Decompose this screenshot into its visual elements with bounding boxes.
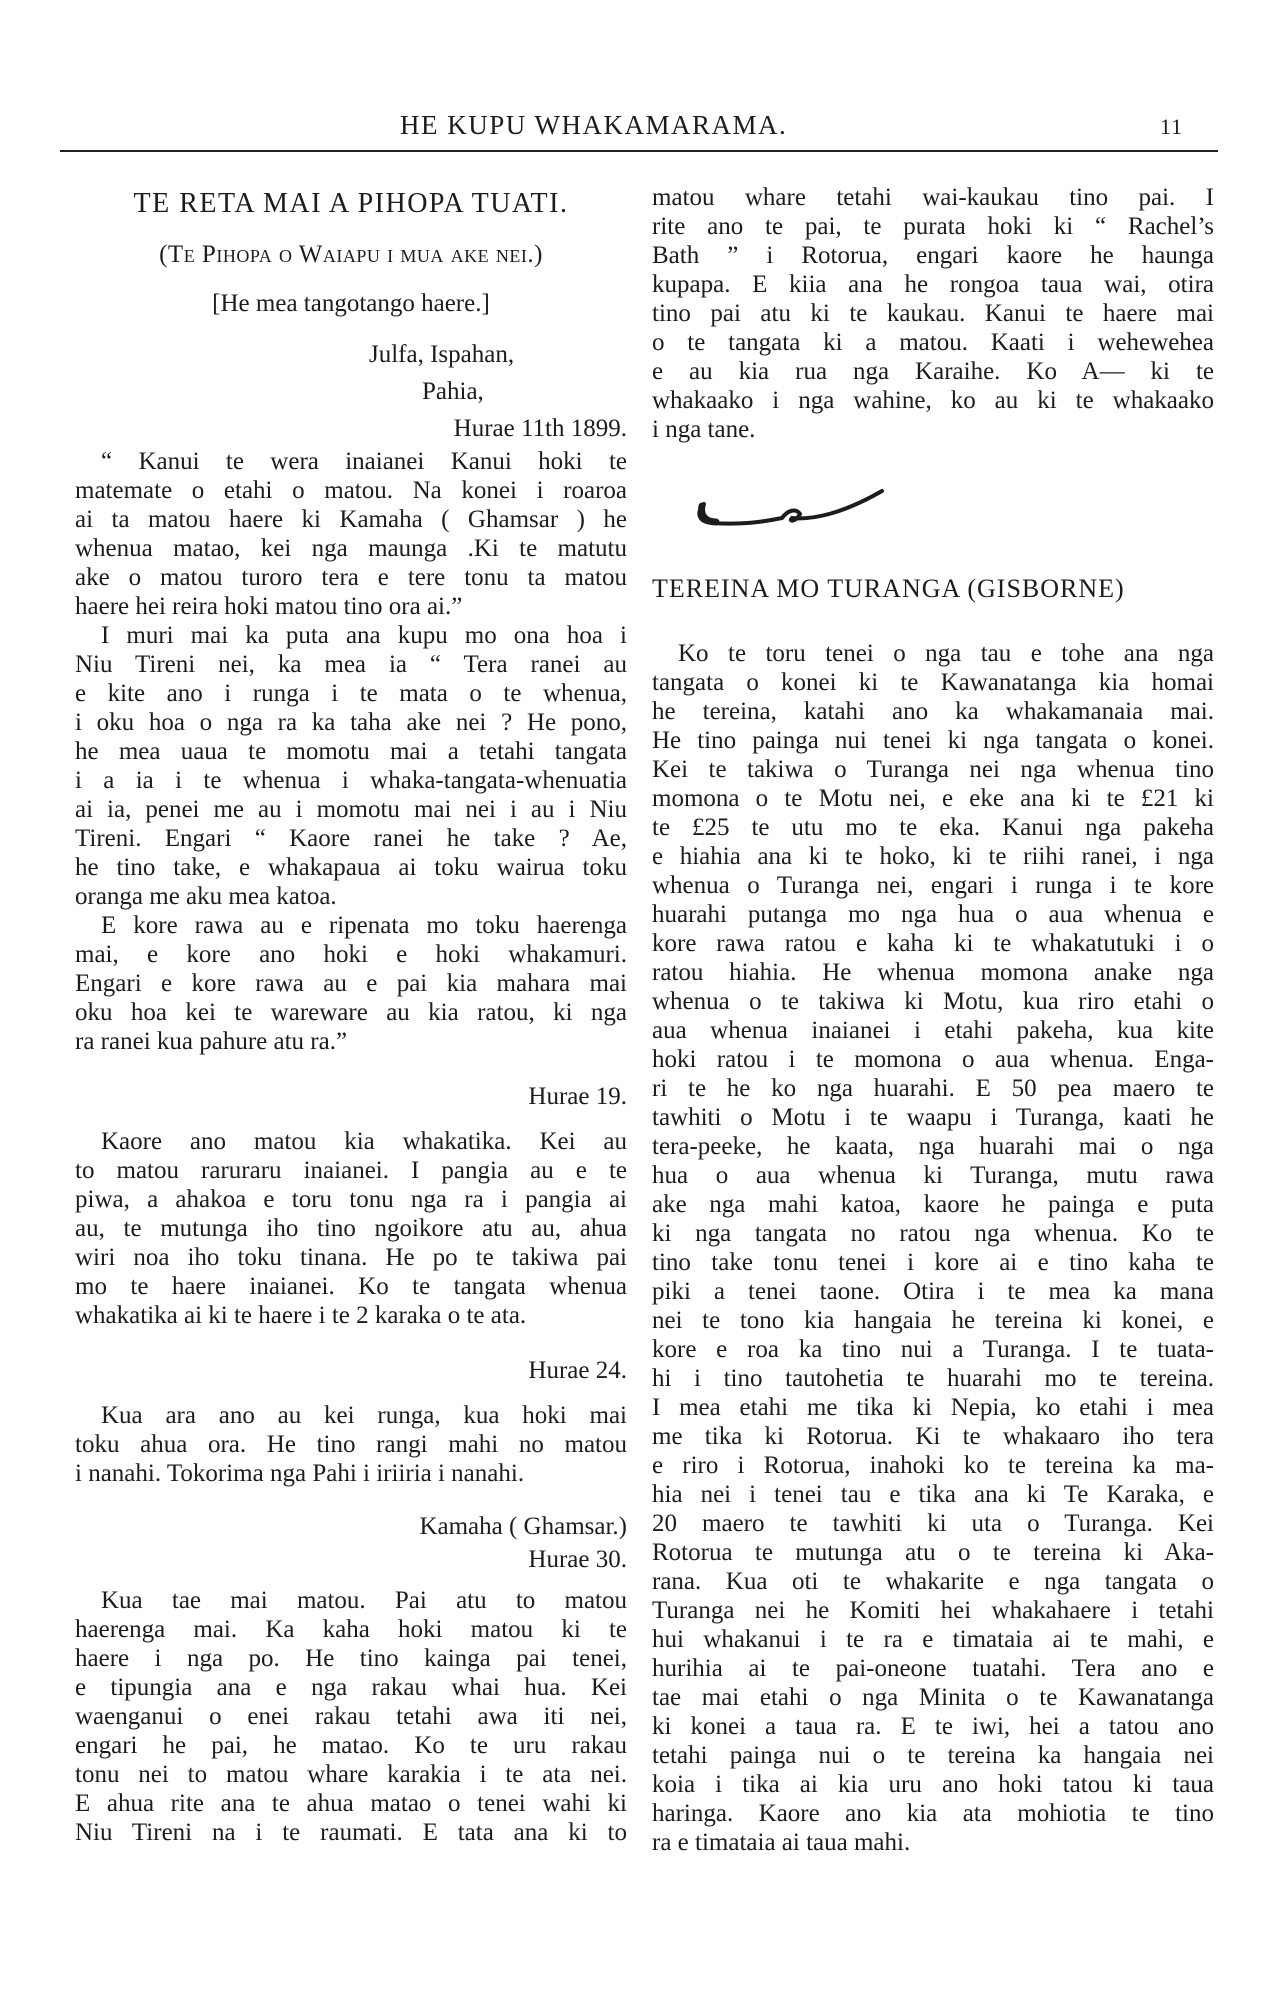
text-line: kupapa. E kiia ana he rongoa taua wai, otira [652,271,1214,298]
text-line: momona o te Motu nei, e eke ana ki te £21 ki [652,785,1214,812]
diary-date: Hurae 30. [528,1546,627,1573]
text-line: Tireni. Engari “ Kaore ranei he take ? Ae, [75,825,627,852]
diary-date: Hurae 19. [528,1083,627,1110]
text-line: mai, e kore ano hoki e hoki whakamuri. [75,941,627,968]
text-line: ra e timataia ai taua mahi. [652,1829,911,1856]
text-line: tonu nei to matou whare karakia i te ata nei. [75,1761,627,1788]
page-number: 11 [1160,114,1184,139]
text-line: hi i tino tautohetia te huarahi mo te tereina. [652,1365,1214,1392]
dateline-place: Pahia, [422,378,484,405]
text-line: Kua ara ano au kei runga, kua hoki mai [101,1402,627,1429]
text-line: hia nei i tenei tau e tika ana ki Te Karaka, e [652,1481,1214,1508]
text-line: hua o aua whenua ki Turanga, mutu rawa [652,1162,1214,1189]
text-line: Niu Tireni nei, ka mea ia “ Tera ranei au [75,651,627,678]
text-line: to matou raruraru inaianei. I pangia au e te [75,1157,627,1184]
left-column [75,183,627,1847]
text-line: Ko te toru tenei o nga tau e tohe ana nga [678,640,1214,667]
text-line: o te tangata ki a matou. Kaati i wehewehea [652,329,1214,356]
dateline-date: Hurae 11th 1899. [453,415,627,442]
dateline-place: Julfa, Ispahan, [369,341,515,368]
text-line: ri te he ko nga huarahi. E 50 pea maero te [652,1075,1214,1102]
text-line: wiri noa iho toku tinana. He po te takiwa pai [75,1244,627,1271]
text-line: e kite ano i runga i te mata o te whenua, [75,680,627,707]
text-line: tangata o konei ki te Kawanatanga kia homai [652,669,1214,696]
text-line: toku ahua ora. He tino rangi mahi no matou [75,1431,627,1458]
text-line: whakatika ai ki te haere i te 2 karaka o te ata. [75,1302,527,1329]
text-line: ake o matou turoro tera e tere tonu ta matou [75,564,627,591]
text-line: kore e roa ka tino nui a Turanga. I te tuata- [652,1336,1214,1363]
text-line: tino pai atu ki te kaukau. Kanui te haere mai [652,300,1214,327]
text-line: E kore rawa au e ripenata mo toku haerenga [101,912,627,939]
text-line: haere hei reira hoki matou tino ora ai.” [75,593,463,620]
paragraph [75,1401,627,1488]
text-line: haerenga mai. Ka kaha hoki matou ki te [75,1616,627,1643]
letter-section [75,1401,627,1488]
text-line: e au kia rua nga Karaihe. Ko A— ki te [652,358,1214,385]
running-head: HE KUPU WHAKAMARAMA. [400,110,788,140]
text-line: e riro i Rotorua, inahoki ko te tereina ka ma- [652,1452,1214,1479]
text-line: i a ia i te whenua i whaka-tangata-whenuatia [75,767,627,794]
text-line: e tipungia ana e nga rakau whai hua. Kei [75,1674,627,1701]
ornament-divider [652,466,1214,556]
text-line: piwa, a ahakoa e toru tonu nga ra i pangia ai [75,1186,627,1213]
letter-section [75,1586,627,1847]
text-line: aua whenua inaianei i etahi pakeha, kua kite [652,1017,1214,1044]
text-line: “ Kanui te wera inaianei Kanui hoki te [101,448,627,475]
text-line: haringa. Kaore ano kia ata mohiotia te tino [652,1800,1214,1827]
paragraph [652,639,1214,1857]
text-line: mo te haere inaianei. Ko te tangata whenua [75,1273,627,1300]
text-line: ai ta matou haere ki Kamaha ( Ghamsar ) he [75,506,627,533]
text-line: Kaore ano matou kia whakatika. Kei au [101,1128,627,1155]
text-line: rana. Kua oti te whakarite e nga tangata o [652,1568,1214,1595]
paragraph [652,183,1214,444]
text-line: Rotorua te mutunga atu o te tereina ki Aka- [652,1539,1214,1566]
text-line: oranga me aku mea katoa. [75,883,337,910]
text-line: nei te tono kia hangaia he tereina ki konei, e [652,1307,1214,1334]
text-line: Kei te takiwa o Turanga nei nga whenua tino [652,756,1214,783]
swash-ornament-icon [692,486,892,536]
text-line: ki nga tangata no ratou nga whenua. Ko te [652,1220,1214,1247]
text-line: ki konei a taua ra. E te iwi, hei a tatou ano [652,1713,1214,1740]
text-line: tae mai etahi o nga Minita o te Kawanatanga [652,1684,1214,1711]
text-line: whenua matao, kei nga maunga .Ki te matutu [75,535,627,562]
text-line: i nanahi. Tokorima nga Pahi i iriiria i nanahi. [75,1460,525,1487]
text-line: huarahi putanga mo nga hua o aua whenua e [652,901,1214,928]
paragraph [75,911,627,1056]
diary-date: Hurae 24. [528,1357,627,1384]
text-line: hurihia ai te pai-oneone tuatahi. Tera ano e [652,1655,1214,1682]
text-line: Bath ” i Rotorua, engari kaore he haunga [652,242,1214,269]
text-line: te £25 te utu mo te eka. Kanui nga pakeha [652,814,1214,841]
text-line: tera-peeke, he kaata, nga huarahi mai o nga [652,1133,1214,1160]
diary-place: Kamaha ( Ghamsar.) [419,1513,627,1540]
text-line: 20 maero te tawhiti ki uta o Turanga. Kei [652,1510,1214,1537]
text-line: koia i tika ai kia uru ano hoki tatou ki taua [652,1771,1214,1798]
text-line: ake nga mahi katoa, kaore he painga e puta [652,1191,1214,1218]
text-line: e hiahia ana ki te hoko, ki te riihi ranei, i nga [652,843,1214,870]
text-line: he tereina, katahi ano ka whakamanaia mai. [652,698,1214,725]
paragraph [75,621,627,911]
text-line: waenganui o enei rakau tetahi awa iti nei, [75,1703,627,1730]
text-line: E ahua rite ana te ahua matao o tenei wahi ki [75,1790,627,1817]
text-line: hoki ratou i te momona o aua whenua. Enga- [652,1046,1214,1073]
text-line: whenua o te takiwa ki Motu, kua riro etahi o [652,988,1214,1015]
text-line: whenua o Turanga nei, engari i runga i te kore [652,872,1214,899]
text-line: tawhiti o Motu i te waapu i Turanga, kaati he [652,1104,1214,1131]
text-line: me tika ki Rotorua. Ki te whakaaro iho tera [652,1423,1214,1450]
text-line: ai ia, penei me au i momotu mai nei i au i Niu [75,796,627,823]
article-title: TE RETA MAI A PIHOPA TUATI. [133,188,569,219]
text-line: he mea uaua te momotu mai a tetahi tangata [75,738,627,765]
text-line: Turanga nei he Komiti hei whakahaere i tetahi [652,1597,1214,1624]
text-line: I mea etahi me tika ki Nepia, ko etahi i mea [652,1394,1214,1421]
text-line: oku hoa kei te wareware au kia ratou, ki nga [75,999,627,1026]
article-heading: TEREINA MO TURANGA (GISBORNE) [652,574,1125,603]
right-column [652,183,1214,1857]
text-line: rite ano te pai, te purata hoki ki “ Rachel’s [652,213,1214,240]
article-note: [He mea tangotango haere.] [212,290,490,317]
text-line: haere i nga po. He tino kainga pai tenei, [75,1645,627,1672]
text-line: piki a tenei taone. Otira i te mea ka mana [652,1278,1214,1305]
text-line: i oku hoa o nga ra ka taha ake nei ? He pono, [75,709,627,736]
article-body [652,639,1214,1857]
header-rule [60,150,1218,152]
text-line: Engari e kore rawa au e pai kia mahara mai [75,970,627,997]
article-subtitle: (Te Pihopa o Waiapu i mua ake nei.) [159,241,543,268]
text-line: he tino take, e whakapaua ai toku wairua toku [75,854,627,881]
paragraph [75,447,627,621]
text-line: tino take tonu tenei i kore ai e tino kaha te [652,1249,1214,1276]
text-line: matemate o etahi o matou. Na konei i roaroa [75,477,627,504]
text-line: He tino painga nui tenei ki nga tangata o konei. [652,727,1214,754]
text-line: Niu Tireni na i te raumati. E tata ana ki to [75,1819,627,1846]
letter-section [75,447,627,1056]
paragraph [75,1586,627,1847]
text-line: tetahi painga nui o te tereina ka hangaia nei [652,1742,1214,1769]
text-line: ratou hiahia. He whenua momona anake nga [652,959,1214,986]
text-line: I muri mai ka puta ana kupu mo ona hoa i [101,622,627,649]
text-line: au, te mutunga iho tino ngoikore atu au, ahua [75,1215,627,1242]
text-line: ra ranei kua pahure atu ra.” [75,1028,348,1055]
text-line: kore rawa ratou e kaha ki te whakatutuki i o [652,930,1214,957]
text-line: whakaako i nga wahine, ko au ki te whakaako [652,387,1214,414]
text-line: matou whare tetahi wai-kaukau tino pai. I [652,184,1214,211]
text-line: engari he pai, he matao. Ko te uru rakau [75,1732,627,1759]
letter-continuation [652,183,1214,444]
letter-section [75,1127,627,1330]
text-line: hui whakanui i te ra e timataia ai te mahi, e [652,1626,1214,1653]
paragraph [75,1127,627,1330]
text-line: i nga tane. [652,416,756,443]
text-line: Kua tae mai matou. Pai atu to matou [101,1587,627,1614]
